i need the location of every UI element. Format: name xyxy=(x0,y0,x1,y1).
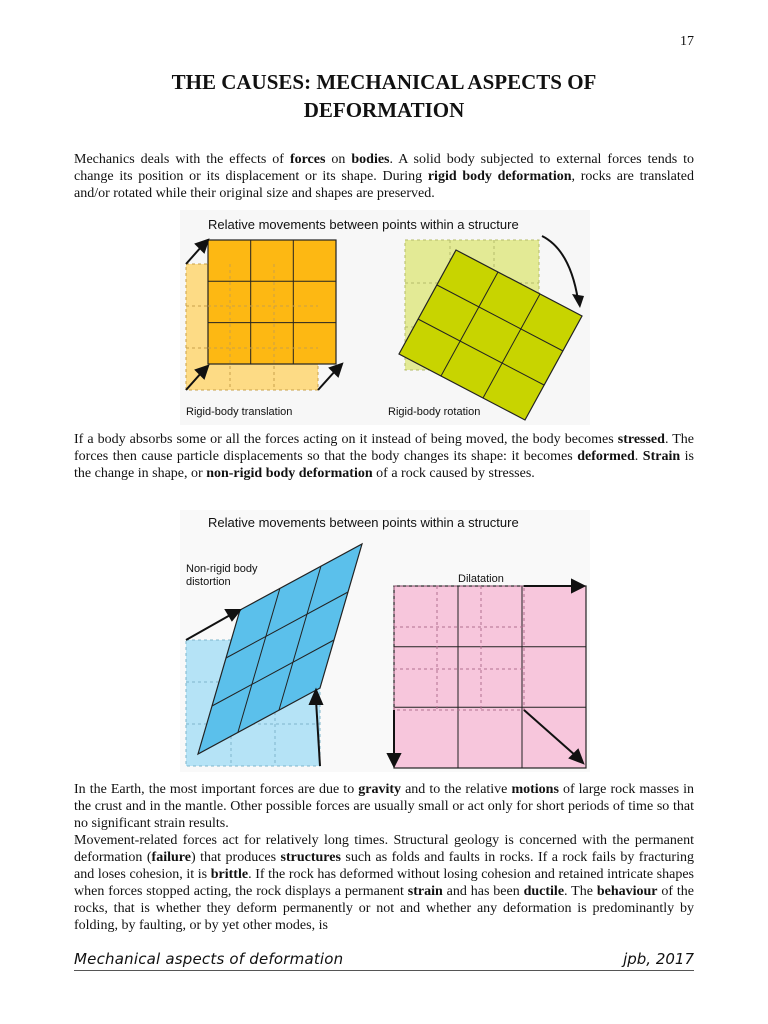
text-run: . The xyxy=(564,884,597,899)
bold-term: ductile xyxy=(523,884,565,899)
bold-term: forces xyxy=(289,152,326,167)
text-run: Movement-related forces act for relatively long times. Structural geology is concerned with the permanent deformation ( xyxy=(74,833,694,865)
text-run: If a body absorbs some or all the forces acting on it instead of being moved, the body becomes xyxy=(74,432,618,447)
translation-moved-grid xyxy=(208,240,336,364)
paragraph-structural-geology xyxy=(74,832,694,934)
text-run: Mechanics deals with the effects of xyxy=(74,152,290,167)
bold-term: non-rigid body deformation xyxy=(206,466,373,481)
label-rigid-translation: Rigid-body translation xyxy=(186,406,293,418)
bold-term: structures xyxy=(280,850,341,865)
figure-non-rigid xyxy=(180,510,590,772)
text-run: of large rock masses in the crust and in the mantle. Other possible forces are usually small or act only for short periods of time so that no significant strain results. xyxy=(74,782,694,831)
footer-rule xyxy=(74,970,694,971)
text-run: such as folds and faults in rocks. If a rock fails by fracturing and loses cohesion, it is xyxy=(74,850,694,882)
label-rigid-rotation: Rigid-body rotation xyxy=(388,406,481,418)
text-run: . The forces then cause particle displacements so that the body changes its shape: it becomes xyxy=(74,432,694,464)
page-title: THE CAUSES: MECHANICAL ASPECTS OF DEFORMATION xyxy=(171,70,597,122)
text-run: on xyxy=(325,152,352,167)
footer-title: Mechanical aspects of deformation xyxy=(74,950,344,968)
bold-term: deformed xyxy=(577,449,635,464)
text-run: . xyxy=(634,449,643,464)
bold-term: gravity xyxy=(358,782,402,797)
figure2-heading: Relative movements between points within a structure xyxy=(208,515,519,530)
figure-rigid-body xyxy=(180,210,590,425)
text-run: of a rock caused by stresses. xyxy=(372,466,535,481)
text-run: and to the relative xyxy=(401,782,512,797)
text-run: of the rocks, that is whether they deform permanently or not and whether any deformation is predominantly by folding, by faulting, or by yet other modes, is xyxy=(74,884,695,933)
text-run: is the change in shape, or xyxy=(74,449,694,481)
bold-term: failure xyxy=(151,850,191,865)
label-non-rigid-1: Non-rigid body xyxy=(186,563,258,575)
paragraph-earth-forces xyxy=(74,781,694,832)
page-number: 17 xyxy=(680,34,694,49)
paragraph-intro xyxy=(74,151,694,202)
text-run: ) that produces xyxy=(190,850,281,865)
text-run: and has been xyxy=(442,884,524,899)
bold-term: brittle xyxy=(210,867,249,882)
text-run: , rocks are translated and/or rotated while their original size and shapes are preserved. xyxy=(74,169,695,201)
bold-term: motions xyxy=(511,782,559,797)
text-run: . If the rock has deformed without losing cohesion and retained intricate shapes when forces stopped acting, the rock displays a permanent xyxy=(74,867,694,899)
label-non-rigid-2: distortion xyxy=(186,576,231,588)
bold-term: strain xyxy=(407,884,443,899)
footer-author: jpb, 2017 xyxy=(623,950,694,968)
text-run: . A solid body subjected to external forces tends to change its position or its displacement or its shape. During xyxy=(74,152,694,184)
bold-term: behaviour xyxy=(596,884,658,899)
bold-term: Strain xyxy=(642,449,681,464)
text-run: In the Earth, the most important forces are due to xyxy=(74,782,359,797)
label-dilatation: Dilatation xyxy=(458,573,504,585)
bold-term: stressed xyxy=(617,432,665,447)
bold-term: bodies xyxy=(351,152,390,167)
paragraph-stress xyxy=(74,431,694,482)
figure1-heading: Relative movements between points within a structure xyxy=(208,217,519,232)
bold-term: rigid body deformation xyxy=(427,169,572,184)
